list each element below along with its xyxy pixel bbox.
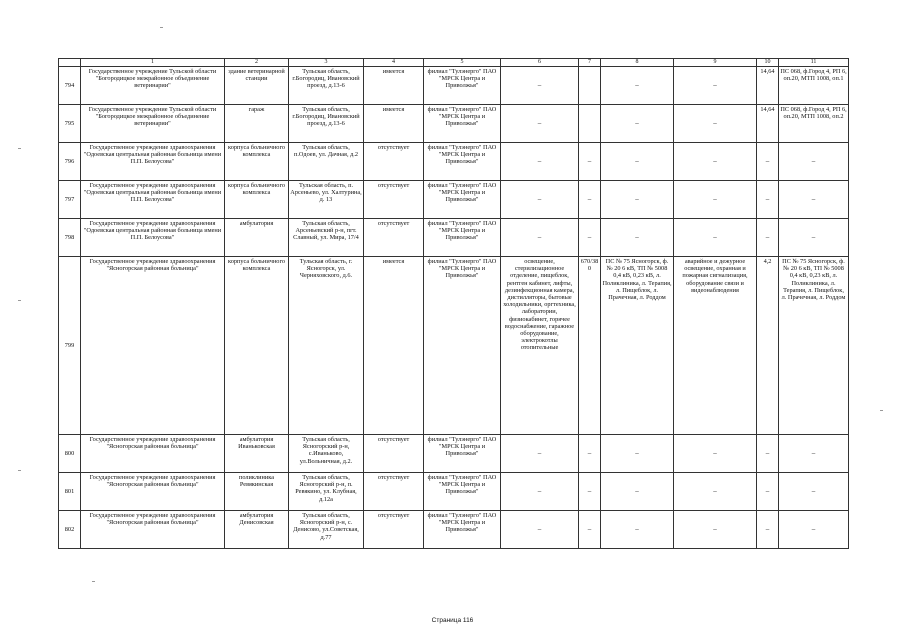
cell-c4: отсутствует: [364, 219, 424, 257]
cell-c5: филиал "Тулэнерго" ПАО "МРСК Центра и Приволжья": [424, 219, 501, 257]
table-row: [59, 473, 849, 511]
header-cell: 1: [81, 59, 225, 67]
cell-c3: Тульская область, Арсеньевский р-н, пгт. Славный, ул. Мира, 17/4: [289, 219, 364, 257]
cell-c4: отсутствует: [364, 143, 424, 181]
register-table-body: [59, 59, 849, 549]
header-cell-blank: [59, 59, 81, 67]
cell-c4: имеется: [364, 257, 424, 435]
cell-c1: Государственное учреждение Тульской области "Богородицкое межрайонное объединение ветеринарии": [81, 105, 225, 143]
cell-c1: Государственное учреждение Тульской области "Богородицкое межрайонное объединение ветеринарии": [81, 67, 225, 105]
cell-c9: –: [674, 143, 757, 181]
cell-c5: филиал "Тулэнерго" ПАО "МРСК Центра и Приволжья": [424, 181, 501, 219]
header-cell: 7: [579, 59, 601, 67]
row-number-cell: 794: [59, 67, 81, 105]
cell-c6: –: [501, 219, 579, 257]
cell-c4: имеется: [364, 105, 424, 143]
cell-c8: –: [601, 511, 674, 549]
scan-speck: [18, 300, 21, 301]
cell-c8: –: [601, 181, 674, 219]
cell-c2: корпуса больничного комплекса: [225, 181, 289, 219]
cell-c11: ПС № 75 Ясногорск, ф. № 20 6 кВ, ТП № 5008 0,4 кВ, 0,23 кВ, л. Поликлиника, л. Терапия, л. Пищеблок, л. Прачечная, л. Роддом: [779, 257, 849, 435]
cell-c9: аварийное и дежурное освещение, охранная и пожарная сигнализация, оборудование связи и видеонаблюдения: [674, 257, 757, 435]
cell-c11: ПС 068, ф.Город 4, РП 6, оп.20, МТП 1008, оп.2: [779, 105, 849, 143]
scan-speck: [160, 27, 163, 28]
row-number-cell: 801: [59, 473, 81, 511]
cell-c7: [579, 105, 601, 143]
cell-c1: Государственное учреждение здравоохранения "Одоевская центральная районная больница имени П.П. Белоусова": [81, 143, 225, 181]
table-row: [59, 219, 849, 257]
header-cell: 2: [225, 59, 289, 67]
cell-c4: отсутствует: [364, 473, 424, 511]
cell-c9: –: [674, 219, 757, 257]
scan-speck: [18, 470, 21, 471]
cell-c7: –: [579, 473, 601, 511]
cell-c5: филиал "Тулэнерго" ПАО "МРСК Центра и Приволжья": [424, 511, 501, 549]
row-number-cell: 798: [59, 219, 81, 257]
cell-c9: –: [674, 473, 757, 511]
header-cell: 5: [424, 59, 501, 67]
cell-c7: –: [579, 435, 601, 473]
cell-c7: –: [579, 181, 601, 219]
cell-c8: ПС № 75 Ясногорск, ф. № 20 6 кВ, ТП № 5008 0,4 кВ, 0,23 кВ, л. Поликлиника, л. Терапия, л. Пищеблок, л. Прачечная, л. Роддом: [601, 257, 674, 435]
cell-c3: Тульская область, Ясногорский р-н, п. Ревякино, ул. Клубная, д.12а: [289, 473, 364, 511]
cell-c6: –: [501, 511, 579, 549]
cell-c5: филиал "Тулэнерго" ПАО "МРСК Центра и Приволжья": [424, 143, 501, 181]
cell-c4: отсутствует: [364, 511, 424, 549]
cell-c3: Тульская область, Ясногорский р-н, с. Денисово, ул.Советская, д.77: [289, 511, 364, 549]
cell-c9: –: [674, 181, 757, 219]
cell-c8: –: [601, 219, 674, 257]
cell-c8: –: [601, 435, 674, 473]
register-table: [58, 58, 849, 549]
cell-c9: –: [674, 435, 757, 473]
cell-c1: Государственное учреждение здравоохранения "Ясногорская районная больница": [81, 257, 225, 435]
cell-c2: здание ветеринарной станции: [225, 67, 289, 105]
table-row: [59, 143, 849, 181]
cell-c6: –: [501, 181, 579, 219]
scan-speck: [18, 148, 21, 149]
cell-c7: –: [579, 143, 601, 181]
row-number-cell: 795: [59, 105, 81, 143]
row-number-cell: 797: [59, 181, 81, 219]
table-row: [59, 511, 849, 549]
page-number: Страница 116: [431, 617, 474, 624]
cell-c5: филиал "Тулэнерго" ПАО "МРСК Центра и Приволжья": [424, 257, 501, 435]
cell-c8: –: [601, 105, 674, 143]
cell-c9: –: [674, 105, 757, 143]
cell-c7: –: [579, 511, 601, 549]
cell-c9: –: [674, 511, 757, 549]
table-row: [59, 181, 849, 219]
cell-c7: [579, 67, 601, 105]
cell-c4: отсутствует: [364, 181, 424, 219]
cell-c11: –: [779, 511, 849, 549]
cell-c10: –: [757, 219, 779, 257]
cell-c6: –: [501, 435, 579, 473]
cell-c7: –: [579, 219, 601, 257]
cell-c4: имеется: [364, 67, 424, 105]
cell-c3: Тульская область, г.Богородиц, Ивановский проезд, д.13-6: [289, 67, 364, 105]
cell-c1: Государственное учреждение здравоохранения "Одоевская центральная районная больница имени П.П. Белоусова": [81, 219, 225, 257]
cell-c10: –: [757, 181, 779, 219]
cell-c5: филиал "Тулэнерго" ПАО "МРСК Центра и Приволжья": [424, 105, 501, 143]
cell-c1: Государственное учреждение здравоохранения "Ясногорская районная больница": [81, 473, 225, 511]
cell-c2: корпуса больничного комплекса: [225, 257, 289, 435]
cell-c11: –: [779, 219, 849, 257]
column-number-header: [59, 59, 849, 67]
scan-speck: [92, 581, 95, 582]
cell-c10: –: [757, 511, 779, 549]
cell-c3: Тульская область, г.Богородиц, Ивановский проезд, д.13-6: [289, 105, 364, 143]
header-cell: 10: [757, 59, 779, 67]
cell-c1: Государственное учреждение здравоохранения "Одоевская центральная районная больница имени П.П. Белоусова": [81, 181, 225, 219]
cell-c3: Тульская область, п.Одоев, ул. Дачная, д.2: [289, 143, 364, 181]
cell-c2: гараж: [225, 105, 289, 143]
cell-c2: корпуса больничного комплекса: [225, 143, 289, 181]
cell-c5: филиал "Тулэнерго" ПАО "МРСК Центра и Приволжья": [424, 67, 501, 105]
table-row: [59, 435, 849, 473]
header-cell: 4: [364, 59, 424, 67]
cell-c10: 4,2: [757, 257, 779, 435]
cell-c3: Тульская область, Ясногорский р-н, с.Иваньково, ул.Вольничная, д.2.: [289, 435, 364, 473]
cell-c9: –: [674, 67, 757, 105]
cell-c2: амбулатория: [225, 219, 289, 257]
cell-c2: поликлиника Ревякинская: [225, 473, 289, 511]
cell-c10: 14,64: [757, 67, 779, 105]
cell-c6: –: [501, 67, 579, 105]
header-cell: 8: [601, 59, 674, 67]
table-row: [59, 257, 849, 435]
row-number-cell: 799: [59, 257, 81, 435]
cell-c11: ПС 068, ф.Город 4, РП 6, оп.20, МТП 1008, оп.1: [779, 67, 849, 105]
scan-speck: [880, 410, 883, 411]
cell-c1: Государственное учреждение здравоохранения "Ясногорская районная больница": [81, 435, 225, 473]
header-cell: 9: [674, 59, 757, 67]
cell-c2: амбулатория Денисовская: [225, 511, 289, 549]
table-row: [59, 67, 849, 105]
table-row: [59, 105, 849, 143]
cell-c10: –: [757, 473, 779, 511]
cell-c5: филиал "Тулэнерго" ПАО "МРСК Центра и Приволжья": [424, 435, 501, 473]
cell-c10: –: [757, 143, 779, 181]
header-cell: 3: [289, 59, 364, 67]
cell-c11: –: [779, 143, 849, 181]
cell-c6: освещение, стерилизационное отделение, пищеблок, рентген кабинет, лифты, дезинфекционная камера, дистилляторы, бытовые холодильники, оргтехника, лаборатории, физиокабинет, горячее водоснабжение, гаражное оборудование, электрокотлы отопительные: [501, 257, 579, 435]
cell-c7: 670/380: [579, 257, 601, 435]
cell-c3: Тульская область, г. Ясногорск, ул. Черняховского, д.6.: [289, 257, 364, 435]
cell-c11: –: [779, 435, 849, 473]
row-number-cell: 796: [59, 143, 81, 181]
cell-c2: амбулатория Иваньковская: [225, 435, 289, 473]
cell-c4: отсутствует: [364, 435, 424, 473]
cell-c11: –: [779, 473, 849, 511]
row-number-cell: 800: [59, 435, 81, 473]
cell-c10: –: [757, 435, 779, 473]
cell-c10: 14,64: [757, 105, 779, 143]
header-cell: 6: [501, 59, 579, 67]
cell-c11: –: [779, 181, 849, 219]
cell-c1: Государственное учреждение здравоохранения "Ясногорская районная больница": [81, 511, 225, 549]
cell-c6: –: [501, 143, 579, 181]
cell-c6: –: [501, 473, 579, 511]
cell-c8: –: [601, 473, 674, 511]
row-number-cell: 802: [59, 511, 81, 549]
cell-c3: Тульская область, п. Арсеньево, ул. Халтурина, д. 13: [289, 181, 364, 219]
cell-c5: филиал "Тулэнерго" ПАО "МРСК Центра и Приволжья": [424, 473, 501, 511]
cell-c8: –: [601, 143, 674, 181]
cell-c8: –: [601, 67, 674, 105]
cell-c6: –: [501, 105, 579, 143]
header-cell: 11: [779, 59, 849, 67]
